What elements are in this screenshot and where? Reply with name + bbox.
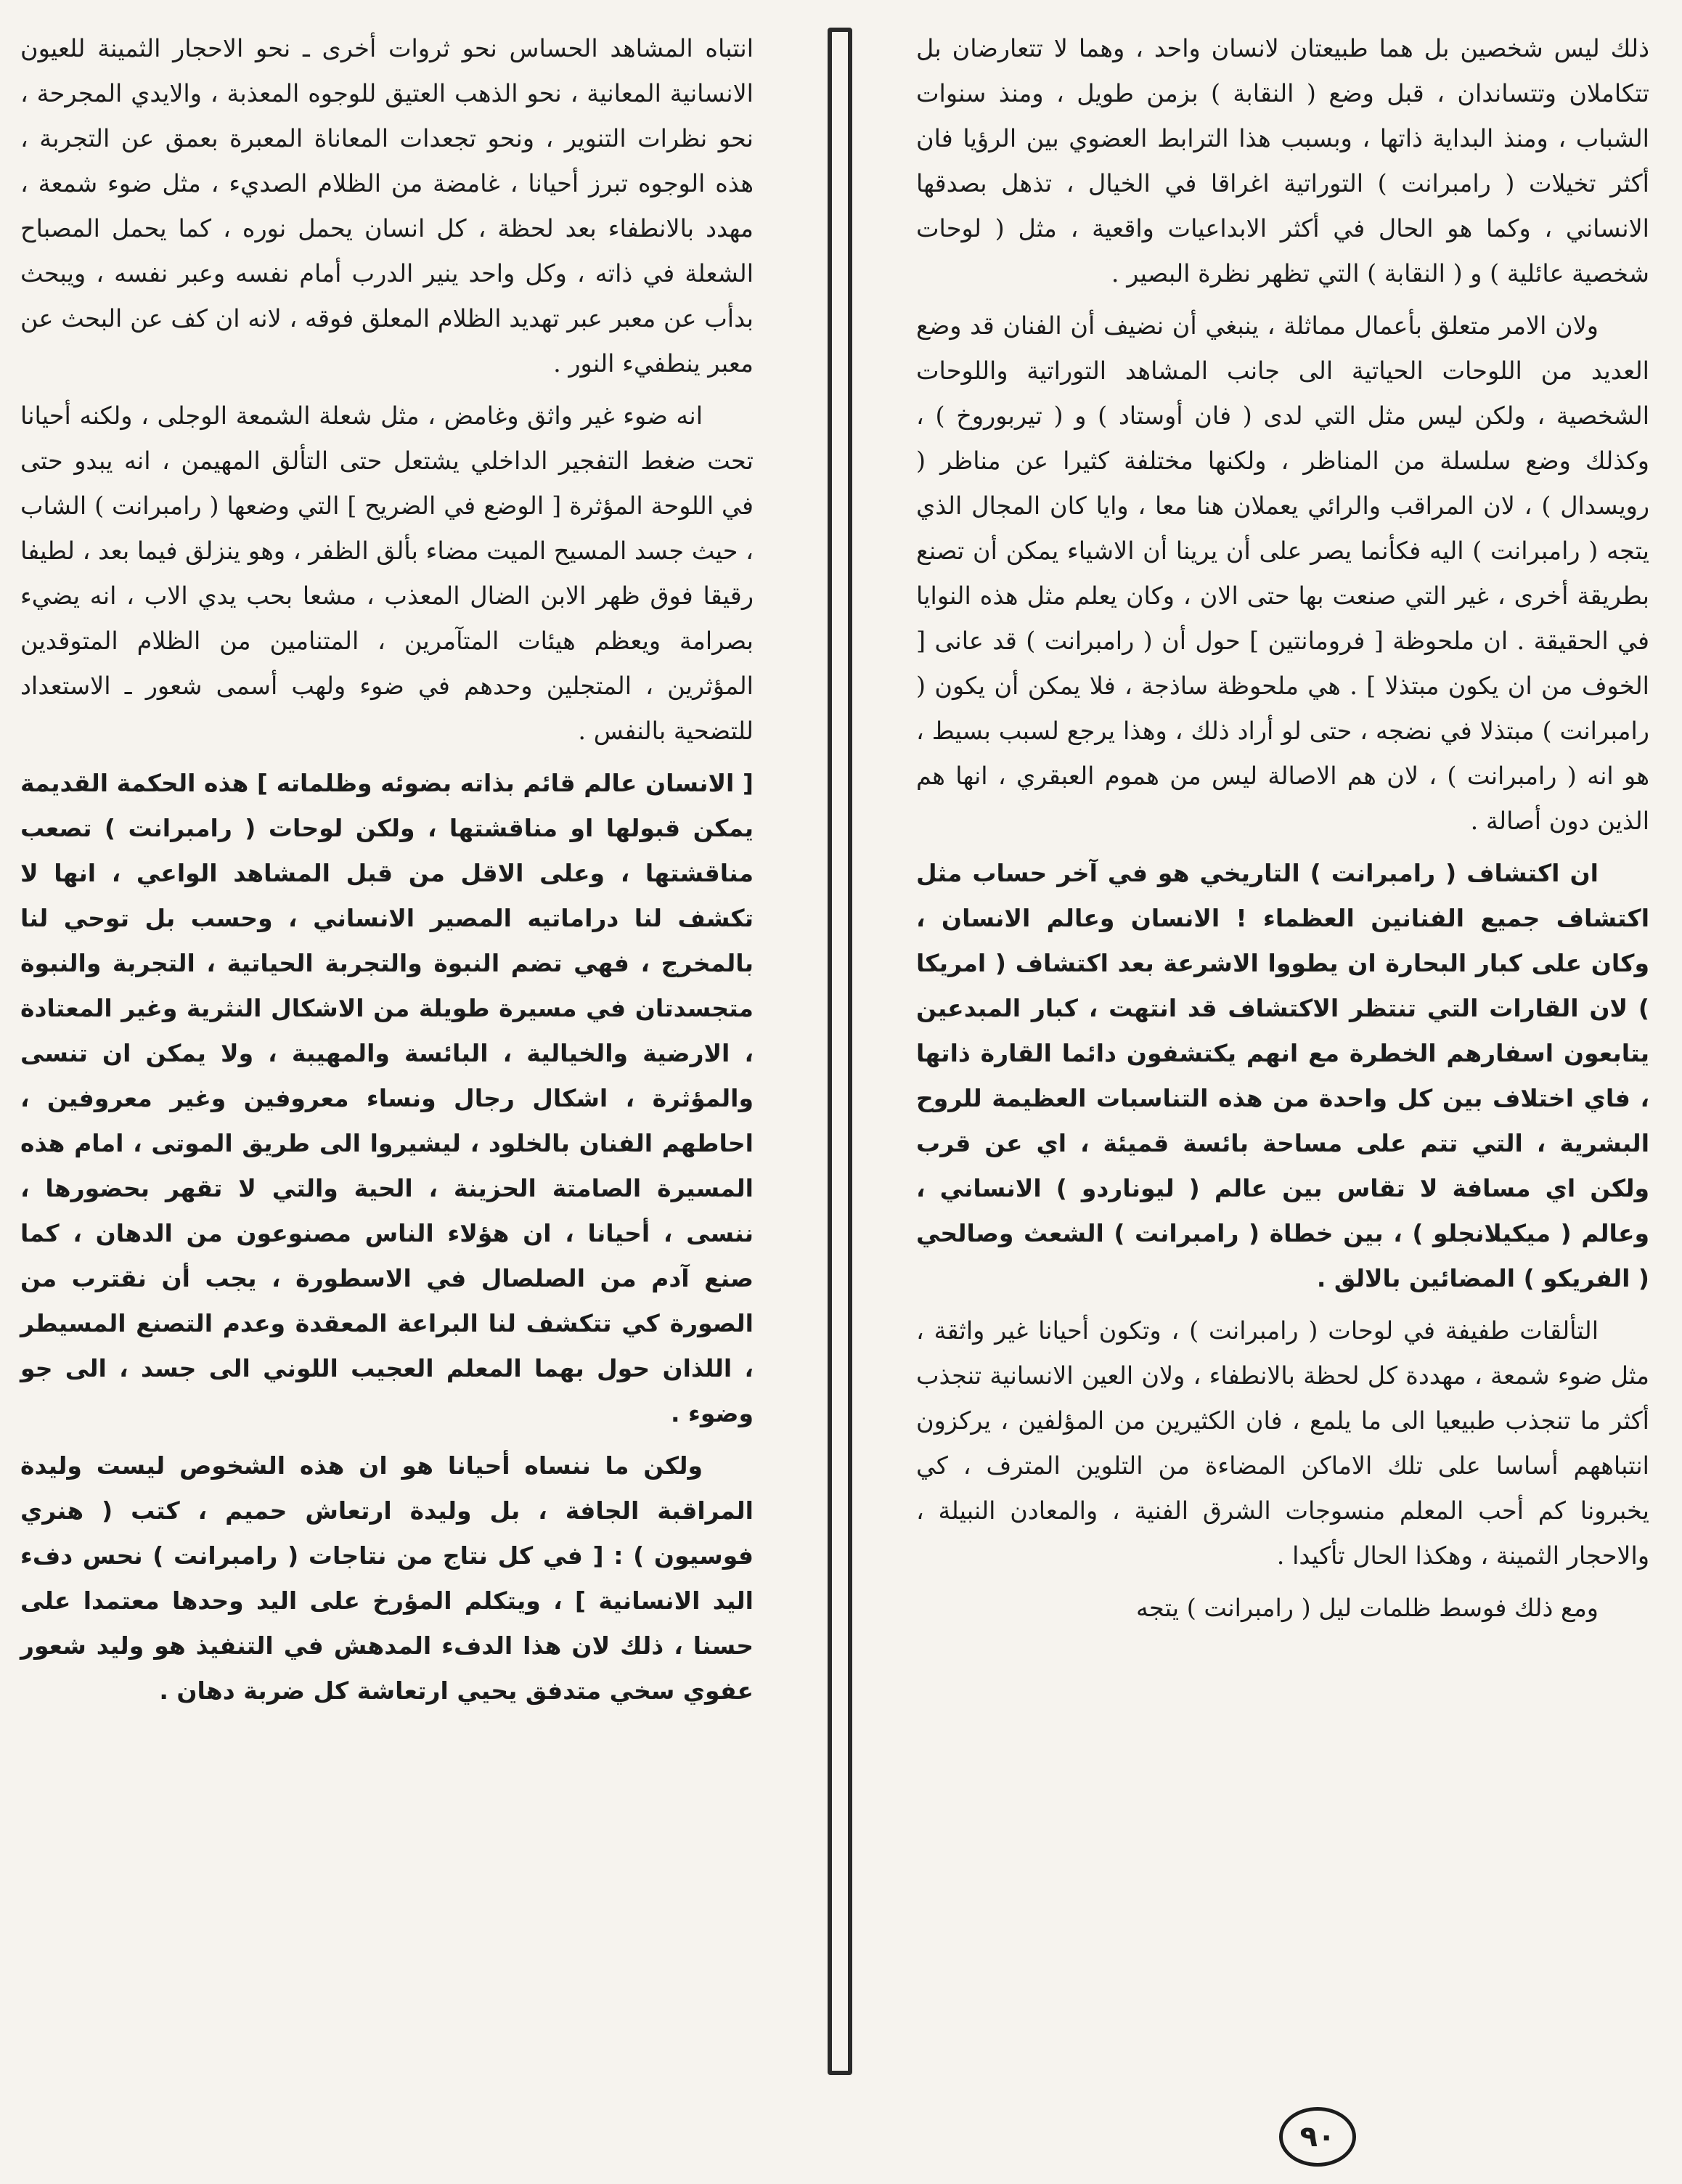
paragraph: انه ضوء غير واثق وغامض ، مثل شعلة الشمعة الوجلى ، ولكنه أحيانا تحت ضغط التفجير الداخلي يشتعل حتى التألق المهيمن ، انه يبدو حتى في اللوحة المؤثرة [ الوضع في الضريح ] التي وضعها ( رامبرانت ) الشاب ، حيث جسد المسيح الميت مضاء بألق الظفر ، وهو ينزلق فيما بعد ، لطيفا رقيقا فوق ظهر الابن الضال المعذب ، مشعا بحب يدي الاب ، انه يضيء بصرامة ويعظم هيئات المتآمرين ، المتنامين من الظلام المتوقدين المؤثرين ، المتجلين وحدهم في ضوء ولهب أسمى شعور ـ الاستعداد للتضحية بالنفس . <box>20 402 754 745</box>
paragraph-bold: ان اكتشاف ( رامبرانت ) التاريخي هو في آخر حساب مثل اكتشاف جميع الفنانين العظماء ! الانسان وعالم الانسان ، وكان على كبار البحارة ان يطووا الاشرعة بعد اكتشاف ( امريكا ) لان القارات التي تنتظر الاكتشاف قد انتهت ، كبار المبدعين يتابعون اسفارهم الخطرة مع انهم يكتشفون دائما القارة ذاتها ، فاي اختلاف بين كل واحدة من هذه التناسبات العظيمة للروح البشرية ، التي تتم على مساحة بائسة قميئة ، اي عن قرب ولكن اي مسافة لا تقاس بين عالم ( ليوناردو ) الانساني ، وعالم ( ميكيلانجلو ) ، بين خطاة ( رامبرانت ) الشعث وصالحي ( الفريكو ) المضائين بالالق . <box>916 859 1649 1292</box>
paragraph-bold: ولكن ما ننساه أحيانا هو ان هذه الشخوص ليست وليدة المراقبة الجافة ، بل وليدة ارتعاش حميم ، كتب ( هنري فوسيون ) : [ في كل نتاج من نتاجات ( رامبرانت ) نحس دفء اليد الانسانية ] ، ويتكلم المؤرخ على اليد وحدها معتمدا على حسنا ، ذلك لان هذا الدفء المدهش في التنفيذ هو وليد شعور عفوي سخي متدفق يحيي ارتعاشة كل ضربة دهان . <box>20 1451 754 1705</box>
paragraph: ذلك ليس شخصين بل هما طبيعتان لانسان واحد ، وهما لا تتعارضان بل تتكاملان وتتساندان ، قبل وضع ( النقابة ) بزمن طويل ، ومنذ سنوات الشباب ، ومنذ البداية ذاتها ، وبسبب هذا الترابط العضوي بين الرؤيا فان أكثر تخيلات ( رامبرانت ) التوراتية اغراقا في الخيال ، تذهل بصدقها الانساني ، وكما هو الحال في أكثر الابداعيات واقعية ، مثل ( لوحات شخصية عائلية ) و ( النقابة ) التي تظهر نظرة البصير . <box>916 34 1649 288</box>
paragraph: التألقات طفيفة في لوحات ( رامبرانت ) ، وتكون أحيانا غير واثقة ، مثل ضوء شمعة ، مهددة كل لحظة بالانطفاء ، ولان العين الانسانية تنجذب أكثر ما تنجذب طبيعيا الى ما يلمع ، فان الكثيرين من المؤلفين ، يركزون انتباههم أساسا على تلك الاماكن المضاءة من التلوين المترف ، كي يخبرونا كم أحب المعلم منسوجات الشرق الفنية ، والمعادن النبيلة ، والاحجار الثمينة ، وهكذا الحال تأكيدا . <box>916 1316 1649 1570</box>
paragraph: ولان الامر متعلق بأعمال مماثلة ، ينبغي أن نضيف أن الفنان قد وضع العديد من اللوحات الحياتية الى جانب المشاهد التوراتية واللوحات الشخصية ، ولكن ليس مثل التي لدى ( فان أوستاد ) و ( تيربوروخ ) ، وكذلك وضع سلسلة من المناظر ، ولكنها مختلفة كثيرا عن مناظر ( رويسدال ) ، لان المراقب والرائي يعملان هنا معا ، وايا كان المجال الذي يتجه ( رامبرانت ) اليه فكأنما يصر على أن يرينا أن الاشياء يمكن أن تصنع بطريقة أخرى ، غير التي صنعت بها حتى الان ، وكان يعلم مثل هذه النوايا في الحقيقة . ان ملحوظة [ فرومانتين ] حول أن ( رامبرانت ) قد عانى [ الخوف من ان يكون مبتذلا ] . هي ملحوظة ساذجة ، فلا يمكن أن يكون ( رامبرانت ) مبتذلا في نضجه ، حتى لو أراد ذلك ، وهذا يرجع لسبب بسيط ، هو انه ( رامبرانت ) ، لان هم الاصالة ليس من هموم العبقري ، انها هم الذين دون أصالة . <box>916 311 1650 835</box>
left-column <box>20 26 754 1721</box>
page-number: ٩٠ <box>1279 2107 1356 2167</box>
column-divider <box>828 28 852 2075</box>
paragraph-bold: [ الانسان عالم قائم بذاته بضوئه وظلماته ] هذه الحكمة القديمة يمكن قبولها او مناقشتها ، ولكن لوحات ( رامبرانت ) تصعب مناقشتها ، وعلى الاقل من قبل المشاهد الواعي ، انها لا تكشف لنا دراماتيه المصير الانساني ، وحسب بل توحي لنا بالمخرج ، فهي تضم النبوة والتجربة الحياتية ، التجربة والنبوة متجسدتان في مسيرة طويلة من الاشكال النثرية وغير المعتادة ، الارضية والخيالية ، البائسة والمهيبة ، ولا يمكن ان تنسى والمؤثرة ، اشكال رجال ونساء معروفين وغير معروفين ، احاطهم الفنان بالخلود ، ليشيروا الى طريق الموتى ، امام هذه المسيرة الصامتة الحزينة ، الحية والتي لا تقهر بحضورها ، ننسى ، أحيانا ، ان هؤلاء الناس مصنوعون من الدهان ، كما صنع آدم من الصلصال في الاسطورة ، يجب أن نقترب من الصورة كي تتكشف لنا البراعة المعقدة وعدم التصنع المسيطر ، اللذان حول بهما المعلم العجيب اللوني الى جسد ، الى جو وضوء . <box>20 769 754 1427</box>
paragraph: ومع ذلك فوسط ظلمات ليل ( رامبرانت ) يتجه <box>1136 1594 1599 1622</box>
paragraph: انتباه المشاهد الحساس نحو ثروات أخرى ـ نحو الاحجار الثمينة للعيون الانسانية المعانية ، نحو الذهب العتيق للوجوه المعذبة ، والايدي المجرحة ، نحو نظرات التنوير ، ونحو تجعدات المعاناة المعبرة بعمق عن التجربة ، هذه الوجوه تبرز أحيانا ، غامضة من الظلام الصديء ، مثل ضوء شمعة ، مهدد بالانطفاء بعد لحظة ، كل انسان يحمل نوره ، كما يحمل المصباح الشعلة في ذاته ، وكل واحد ينير الدرب أمام نفسه وعبر نفسه ، ويبحث بدأب عن معبر عبر تهديد الظلام المعلق فوقه ، لانه ان كف عن البحث عن معبر ينطفيء النور . <box>20 34 754 378</box>
right-column <box>916 26 1649 1638</box>
